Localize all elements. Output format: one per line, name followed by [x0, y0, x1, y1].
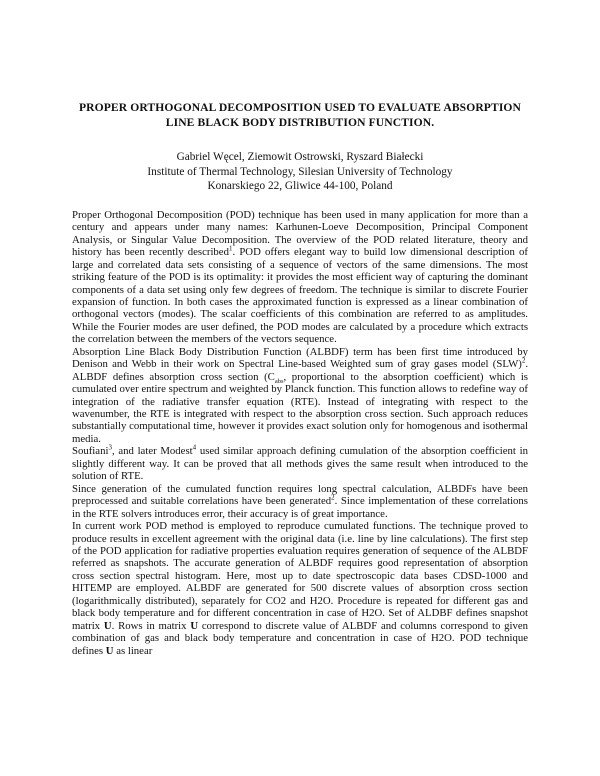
paper-title	[72, 100, 528, 130]
paragraph-4: Since generation of the cumulated function requires long spectral calculation, ALBDFs have been preprocessed and suitable correlations have been generated$^2$. Since implementation of these correlations in the RTE solvers introduces error, their accuracy is of great importance.	[72, 482, 528, 520]
matrix-u: U	[105, 644, 114, 657]
affiliation: Institute of Thermal Technology, Silesian University of Technology	[147, 165, 453, 178]
reference-1: 1	[228, 244, 233, 253]
matrix-u: U	[190, 619, 199, 632]
subscript-abs: abs	[274, 377, 284, 385]
paragraph-2: Absorption Line Black Body Distribution Function (ALBDF) term has been first time introduced by Denison and Webb in their work on Spectral Line-based Weighted sum of gray gases model (SLW)$^2$. ALBDF defines absorption cross section ($C_{abs}$, proportional to the absorption coefficient) which is cumulated over entire spectrum and weighted by Planck function. This function allows to redefine way of integration of the radiative transfer equation (RTE). Instead of integrating with respect to the wavenumber, the RTE is integrated with respect to the absorption cross section. Such approach reduces substantially computational time, however it provides exact solution only for homogenous and isothermal media.	[72, 345, 528, 445]
title-line-2: LINE BLACK BODY DISTRIBUTION FUNCTION.	[165, 116, 435, 129]
body-text	[72, 209, 528, 657]
author-list: Gabriel Węcel, Ziemowit Ostrowski, Ryszard Białecki	[176, 151, 424, 163]
reference-3: 3	[108, 443, 112, 452]
paragraph-3: Soufiani$^3$, and later Modest$^4$ used similar approach defining cumulation of the absorption coefficient in slightly different way. It can be proved that all methods gives the same result when introduced to the solution of RTE.	[72, 443, 528, 483]
title-line-1: PROPER ORTHOGONAL DECOMPOSITION USED TO EVALUATE ABSORPTION	[78, 101, 522, 114]
reference-2: 2	[521, 356, 526, 365]
matrix-u: U	[103, 619, 112, 632]
address: Konarskiego 22, Gliwice 44-100, Poland	[207, 180, 393, 193]
reference-2b: 2	[331, 493, 335, 502]
paragraph-5: In current work POD method is employed to reproduce cumulated functions. The technique proved to produce results in excellent agreement with the original data (i.e. line by line calculations). The first step of the POD application for radiative properties evaluation requires generation of sequence of the ALBDF referred as snapshots. The accurate generation of ALBDF requires good representation of absorption cross section spectral histogram. Here, most up to date spectroscopic data bases CDSD-1000 and HITEMP are employed. ALBDF are generated for 500 discrete values of absorption cross section (logarithmically distributed), separately for CO2 and H2O. Procedure is repeated for different gas and black body temperature and for different concentration in case of H2O. Set of ALDBF defines snapshot matrix U. Rows in matrix U correspond to discrete value of ALBDF and columns correspond to given combination of gas and black body temperature and concentration in case of H2O. POD technique defines U as linear	[72, 520, 529, 657]
paragraph-1: Proper Orthogonal Decomposition (POD) technique has been used in many application for more than a century and appears under many names: Karhunen-Loeve Decomposition, Principal Component Analysis, or Singular Value Decomposition. The overview of the POD related literature, theory and history has been recently described$^1$. POD offers elegant way to build low dimensional description of large and correlated data sets consisting of a sequence of vectors of the same dimensions. The most striking feature of the POD is its optimality: it provides the most efficient way of capturing the dominant components of a data set using only few degrees of freedom. The technique is similar to discrete Fourier expansion of function. In both cases the approximated function is expressed as a linear combination of orthogonal vectors (modes). The scalar coefficients of this combination are referred to as amplitudes. While the Fourier modes are user defined, the POD modes are calculated by a procedure which extracts the correlation between the members of the vectors sequence.	[72, 208, 529, 346]
reference-4: 4	[192, 443, 197, 452]
